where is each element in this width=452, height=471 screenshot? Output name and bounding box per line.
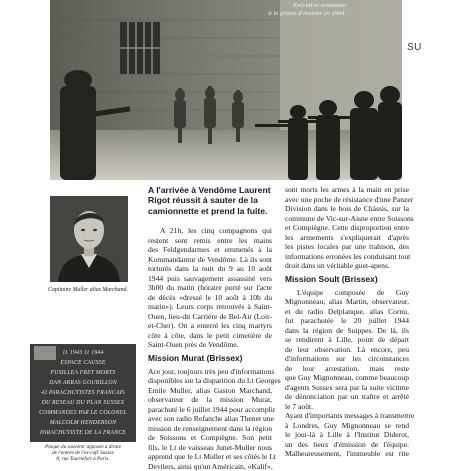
- plaque-line: DU RESEAU DU PLAN SUSSEX: [30, 400, 136, 406]
- text-line: un des lieux d'émission de l'équipe.: [285, 440, 409, 450]
- plaque-line: 11 1943 11 1944: [30, 350, 136, 356]
- body-column-right: [285, 185, 409, 459]
- text-line: et Compiègne. Cette disproportion entre: [285, 223, 409, 233]
- text-line: d'informations sur les circonstances: [285, 354, 409, 364]
- text-line: matin»). Leurs corps retrouvés à Saint-: [148, 302, 272, 312]
- text-line: les pistes locales par une trahison, des: [285, 242, 409, 252]
- paragraph-murat: [148, 367, 272, 471]
- text-line: les armements s'expliquerait d'après: [285, 233, 409, 243]
- text-line: parachuté le 6 juillet 1944 pour accomplir: [148, 405, 272, 415]
- text-line: et-Cher). On a enterré les cinq martyrs: [148, 321, 272, 331]
- text-line: le 7 août.: [285, 402, 409, 412]
- text-line: des Feldgendarmes et emmenés à la: [148, 245, 272, 255]
- execution-photo-graphic: [50, 0, 402, 180]
- photo-caption: [216, 2, 346, 17]
- text-line: avec son radio Refanche alias Thenet une: [148, 414, 272, 424]
- text-line: le jour-là à Lille à l'Institut Diderot,: [285, 430, 409, 440]
- execution-photo: [50, 0, 402, 180]
- text-line: informations erronées les conduisant tout: [285, 252, 409, 262]
- photo-caption-line: à la prison d'Amiens en 1944.: [216, 10, 346, 18]
- text-line: Ouen, lieu-dit Carrière de Bel-Air (Loir-: [148, 312, 272, 322]
- plaque-line: ESPACE CAUSSE: [30, 360, 136, 366]
- text-line: Malheureusement, l'immeuble est rite: [285, 449, 409, 459]
- text-line: Ace jour, toujours très peu d'informations: [148, 367, 272, 377]
- text-line: de dénonciation par un traître et arrêté: [285, 392, 409, 402]
- text-line: se rendirent à Lille, point de départ: [285, 335, 409, 345]
- text-line: que Guy Mignonneau, comme beaucoup: [285, 373, 409, 383]
- body-column-middle: [148, 226, 272, 471]
- paragraph-lille: [285, 411, 409, 459]
- plaque-line: 42 PARACHUTISTES FRANCAIS: [30, 390, 136, 396]
- text-line: Saint-Ouen près de Vendôme.: [148, 340, 272, 350]
- text-line: L'équipe composée de Guy: [285, 288, 409, 298]
- plaque-line: MALCOLM HENDERSON: [30, 420, 136, 426]
- text-line: A 21h, les cinq compagnons qui: [148, 226, 272, 236]
- text-line: mission de renseignement dans la région: [148, 424, 272, 434]
- text-line: Mignonneau, alias Martin, observateur,: [285, 297, 409, 307]
- text-line: droit dans un véritable guet-apens.: [285, 261, 409, 271]
- text-line: Ayant d'importants messages à transmettre: [285, 411, 409, 421]
- text-line: dans la région de Suippes. De là, ils: [285, 326, 409, 336]
- plaque-line: PARACHUTISTE DE LA FRANCE: [30, 430, 136, 436]
- memorial-plaque-photo: [30, 344, 136, 442]
- text-line: de Soissons et Compiègne. Son petit: [148, 433, 272, 443]
- text-line: de leur observation. Là encore, peu: [285, 345, 409, 355]
- text-line: fils, le Lt de vaisseau Junet-Muller nous: [148, 443, 272, 453]
- plaque-line: DAN ARRAS GOUBILLON: [30, 380, 136, 386]
- text-line: 3h00 du matin (horaire porté sur l'acte: [148, 283, 272, 293]
- text-line: côte à côte, dans le petit cimetière de: [148, 331, 272, 341]
- text-line: à Londres, Guy Mignonneau se rend: [285, 421, 409, 431]
- text-line: de leur arrestation, mais reste: [285, 364, 409, 374]
- paragraph-soult: [285, 288, 409, 412]
- text-line: commune de Vic-sur-Aisne entre Soissons: [285, 214, 409, 224]
- text-line: Division dans le bois de Chássis, sur la: [285, 204, 409, 214]
- text-line: torturés dans la nuit du 9 au 10 août: [148, 264, 272, 274]
- section-heading-murat: Mission Murat (Brissex): [148, 353, 272, 364]
- portrait-graphic: [50, 196, 128, 282]
- text-line: restent sont remis entre les mains: [148, 236, 272, 246]
- photo-caption-line: Exécution sommaire: [216, 2, 346, 10]
- text-line: Devilers, ainsi qu'un Américain, «Kalif»,: [148, 462, 272, 471]
- portrait-photo: [50, 196, 128, 282]
- plaque-line: COMMANDES PAR LE COLONEL: [30, 410, 136, 416]
- text-line: observateur de la mission Murat,: [148, 395, 272, 405]
- plaque-line: FUSILLEA FRET MORTS: [30, 370, 136, 376]
- text-line: d'agents Sussex sera par la suite victime: [285, 383, 409, 393]
- plaque-caption: [28, 444, 138, 462]
- text-line: sont morts les armes à la main en prise: [285, 185, 409, 195]
- text-line: avec une poche de résistance d'une Panzer: [285, 195, 409, 205]
- portrait-caption: Capitaine Muller alias Marchand.: [38, 287, 138, 293]
- text-line: Kommandantur de Vendôme. Là ils sont: [148, 255, 272, 265]
- text-line: Emile Muller, alias Gaston Marchand,: [148, 386, 272, 396]
- text-line: disponibles sur la disparition du Lt Georges: [148, 376, 272, 386]
- text-line: apprend que le Lt Muller et ses côtés le Lt: [148, 452, 272, 462]
- text-line: 1944 puis sauvagement assassiné vers: [148, 274, 272, 284]
- text-line: de décès «dressé le 10 août à 10h du: [148, 293, 272, 303]
- text-line: et du radio Delplanque, alias Cornu,: [285, 307, 409, 317]
- paragraph-vendome: [148, 226, 272, 350]
- plaque-caption-line: 8, rue Tournefort à Paris.: [28, 456, 138, 462]
- section-heading-soult: Mission Soult (Brissex): [285, 274, 409, 285]
- text-line: fut parachutée le 20 juillet 1944: [285, 316, 409, 326]
- paragraph-murat-continued: [285, 185, 409, 271]
- plaque-caption-line: Plaque du souvenir apposée à droite: [28, 444, 138, 450]
- plaque-caption-line: de l'entrée de l'ex-café Sussex: [28, 450, 138, 456]
- page-section-tag: SU: [407, 42, 422, 53]
- lead-paragraph: A l'arrivée à Vendôme Laurent Rigot réussit à sauter de la camionnette et prend la fuite.: [148, 185, 278, 216]
